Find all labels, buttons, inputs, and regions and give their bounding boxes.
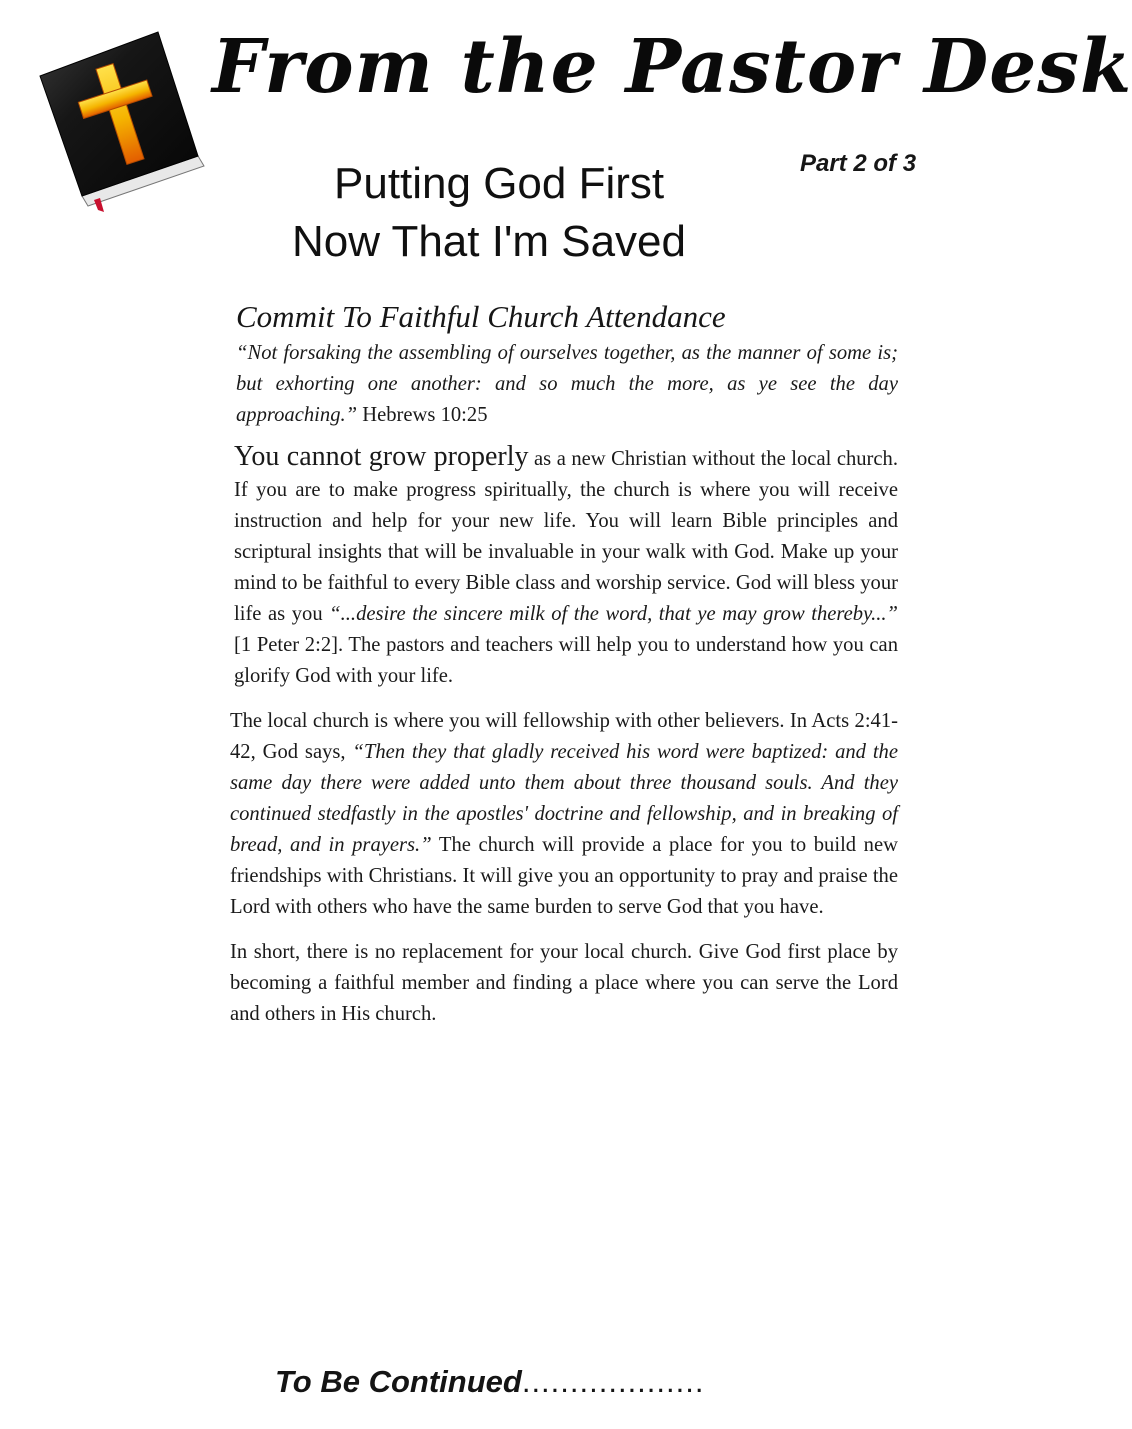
paragraph-2 [230, 706, 898, 923]
to-be-continued-text: To Be Continued [275, 1364, 522, 1399]
paragraph-3: In short, there is no replacement for your local church. Give God first place by becoming a faithful member and finding a place where you can serve the Lord and others in His church. [230, 941, 898, 1025]
paragraph-1-quote: “...desire the sincere milk of the word, that ye may grow thereby...” [329, 603, 898, 625]
article-title-line-2: Now That I'm Saved [292, 217, 686, 266]
verse-quote: “Not forsaking the assembling of ourselves together, as the manner of some is; but exhorting one another: and so much the more, as ye see the day approaching.” [236, 342, 898, 426]
article-body [230, 298, 898, 1044]
paragraph-2-text-a: The local church is where you will fellowship with other believers. In Acts 2:41-42, God says, [230, 710, 898, 763]
paragraph-1-text-b: [1 Peter 2:2]. The pastors and teachers will help you to understand how you can glorify God with your life. [234, 634, 898, 687]
paragraph-lead: You cannot grow properly [234, 441, 529, 472]
continuation-dots: ................... [521, 1364, 705, 1399]
bible-with-cross-icon [38, 28, 206, 213]
paragraph-2-text-b: The church will provide a place for you to build new friendships with Christians. It will give you an opportunity to pray and praise the Lord with others who have the same burden to serve God that you have. [230, 834, 898, 918]
scripture-verse [236, 338, 898, 431]
article-title-line-1: Putting God First [334, 159, 665, 208]
masthead-title: From the Pastor Desk [212, 24, 1132, 110]
to-be-continued [275, 1364, 704, 1400]
paragraph-2-quote: “Then they that gladly received his word were baptized: and the same day there were added unto them about three thousand souls. And they continued stedfastly in the apostles' doctrine and fellowship, and in breaking of bread, and in prayers.” [230, 741, 898, 856]
paragraph-1-text-a: as a new Christian without the local church. If you are to make progress spiritually, the church is where you will receive instruction and help for your new life. You will learn Bible principles and scriptural insights that will be invaluable in your walk with God. Make up your mind to be faithful to every Bible class and worship service. God will bless your life as you [234, 448, 898, 625]
verse-reference: Hebrews 10:25 [357, 404, 488, 426]
paragraph-1 [234, 441, 898, 692]
part-label: Part 2 of 3 [800, 150, 917, 177]
section-subheading: Commit To Faithful Church Attendance [236, 299, 726, 334]
